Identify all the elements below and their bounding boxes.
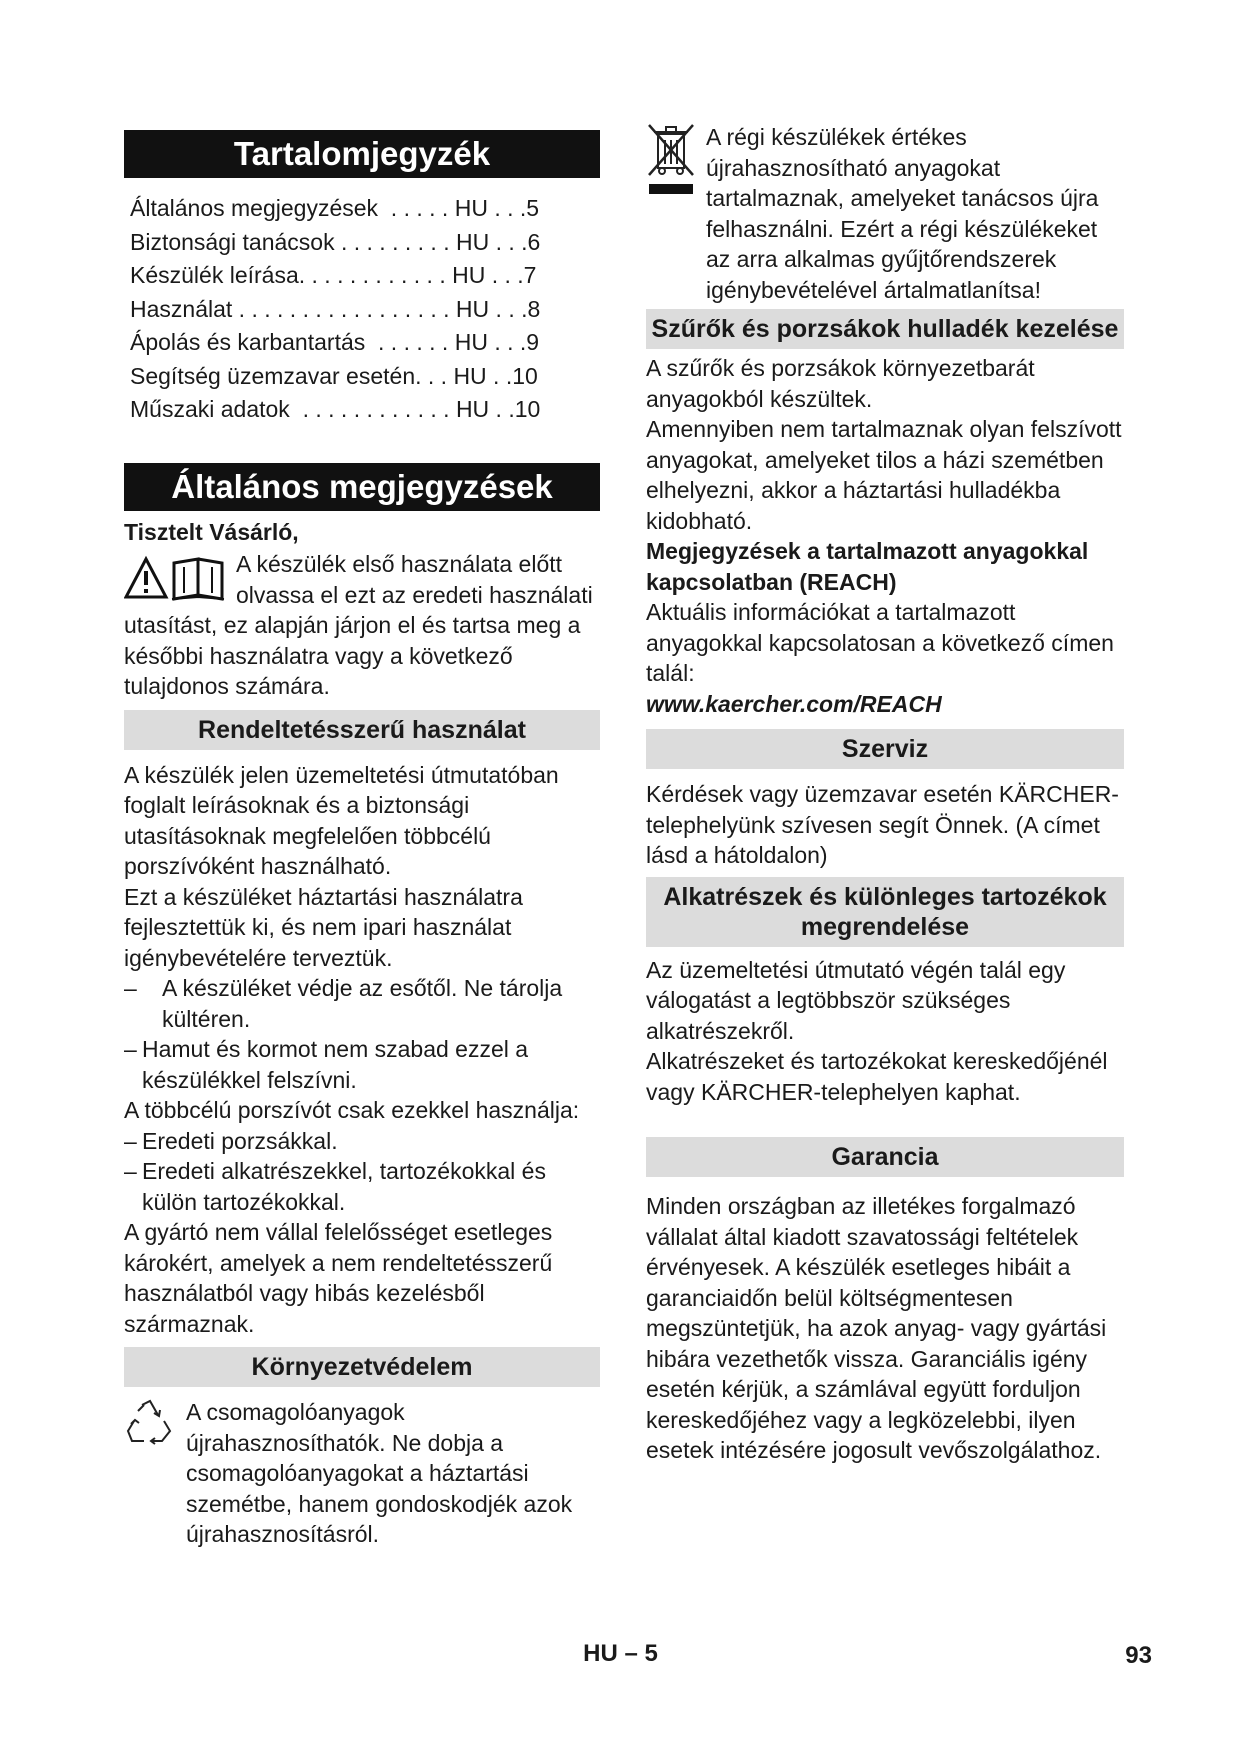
dash-bullet: – (124, 1036, 137, 1062)
filters-p2: Amennyiben nem tartalmaznak olyan felszívott anyagokat, amelyeket tilos a házi szemétben elhelyezni, akkor a háztartási hulladékba kidobható. (646, 416, 1122, 534)
greeting: Tisztelt Vásárló, (124, 518, 299, 545)
list-item (124, 1034, 600, 1095)
toc-item[interactable]: Biztonsági tanácsok . . . . . . . . . HU . . .6 (130, 228, 541, 255)
dash-bullet: – (124, 1158, 137, 1184)
service-title: Szerviz (646, 729, 1124, 769)
reach-heading: Megjegyzések a tartalmazott anyagokkal kapcsolatban (REACH) (646, 538, 1089, 595)
recycle-text: A csomagolóanyagok újrahasznosíthatók. Ne dobja a csomagolóanyagokat a háztartási szemétbe, hanem gondoskodjék azok újrahasznosításról. (186, 1399, 573, 1547)
page-number: 93 (1125, 1642, 1152, 1669)
toc-item[interactable]: Ápolás és karbantartás . . . . . . HU . . .9 (130, 329, 540, 355)
list-item (124, 973, 600, 1034)
list-item (124, 1156, 600, 1217)
intended-use-title: Rendeltetésszerű használat (124, 710, 600, 750)
recycle-block (124, 1397, 600, 1550)
toc-item[interactable]: Műszaki adatok . . . . . . . . . . . . HU . .10 (130, 396, 541, 422)
list-item-text: A készüléket védje az esőtől. Ne tárolja kültéren. (162, 975, 563, 1032)
dash-bullet: – (124, 1127, 137, 1154)
toc-item[interactable]: Készülék leírása. . . . . . . . . . . . HU . . .7 (130, 262, 537, 288)
intended-use-p4: A gyártó nem vállal felelősséget esetleges károkért, amelyek a nem rendeltetésszerű használatból vagy hibás kezelésből származnak. (124, 1219, 553, 1337)
list-item-text: Eredeti alkatrészekkel, tartozékokkal és külön tartozékokkal. (142, 1158, 546, 1215)
toc-item[interactable]: Használat . . . . . . . . . . . . . . . . . HU . . .8 (130, 295, 541, 322)
warranty-text: Minden országban az illetékes forgalmazó vállalat által kiadott szavatossági feltételek érvényesek. A készülék esetleges hibáit a garanciaidőn belül költségmentesen megszüntetjük, ha azok anyag- vagy gyártási hibára vezethetők vissza. Garanciális igény esetén kérjük, a számlával együtt forduljon kereskedőjéhez vagy a legközelebbi, ilyen esetek intézésére jogosult vevőszolgálathoz. (646, 1193, 1107, 1463)
right-column (646, 122, 1124, 1466)
intended-use-p1: A készülék jelen üzemeltetési útmutatóban foglalt leírásoknak és a biztonsági utasításoknak megfelelően többcélú porszívóként használható. (124, 761, 559, 879)
weee-text: A régi készülékek értékes újrahasznosítható anyagokat tartalmaznak, amelyeket tanácsos újra felhasználni. Ezért a régi készülékeket az arra alkalmas gyűjtőrendszerek igénybevételével ártalmatlanítsa! (706, 124, 1099, 303)
list-item-text: Hamut és kormot nem szabad ezzel a készülékkel felszívni. (142, 1036, 529, 1093)
reach-text: Aktuális információkat a tartalmazott anyagokkal kapcsolatosan a következő címen talál: (646, 599, 1114, 686)
parts-title: Alkatrészek és különleges tartozékok megrendelése (646, 877, 1124, 947)
crossed-out-bin-icon (646, 122, 706, 305)
left-column (124, 130, 600, 1550)
recycle-icon (124, 1397, 186, 1550)
service-text: Kérdések vagy üzemzavar esetén KÄRCHER-telephelyünk szívesen segít Önnek. (A címet lásd a hátoldalon) (646, 781, 1119, 868)
reach-url[interactable]: www.kaercher.com/REACH (646, 690, 942, 717)
section-page-label: HU – 5 (583, 1640, 658, 1667)
parts-p2: Alkatrészeket és tartozékokat kereskedőjénél vagy KÄRCHER-telephelyen kaphat. (646, 1048, 1108, 1105)
warning-block (124, 549, 600, 702)
intended-use-p3: A többcélú porszívót csak ezekkel használja: (124, 1097, 580, 1123)
warranty-title: Garancia (646, 1137, 1124, 1177)
list-item-text: Eredeti porzsákkal. (142, 1127, 338, 1154)
filters-p1: A szűrők és porzsákok környezetbarát anyagokból készültek. (646, 355, 1035, 412)
toc-item[interactable]: Általános megjegyzések . . . . . HU . . .5 (130, 195, 540, 221)
table-of-contents (130, 192, 600, 427)
list-item (124, 1126, 600, 1157)
environment-title: Környezetvédelem (124, 1347, 600, 1387)
toc-title: Tartalomjegyzék (124, 130, 600, 178)
parts-p1: Az üzemeltetési útmutató végén talál egy válogatást a legtöbbször szükséges alkatrészekről. (646, 956, 1066, 1044)
warning-text: A készülék első használata előtt olvassa el ezt az eredeti használati utasítást, ez alapján járjon el és tartsa meg a későbbi használatra vagy a következő tulajdonos számára. (124, 551, 593, 699)
dash-bullet: – (124, 975, 137, 1001)
intended-use-p2: Ezt a készüléket háztartási használatra fejlesztettük ki, és nem ipari használat igénybevételére terveztük. (124, 883, 523, 971)
filters-title: Szűrők és porzsákok hulladék kezelése (646, 309, 1124, 349)
toc-item[interactable]: Segítség üzemzavar esetén. . . HU . .10 (130, 362, 538, 389)
weee-block (646, 122, 1124, 305)
warning-read-manual-icon (124, 555, 228, 609)
general-title: Általános megjegyzések (124, 463, 600, 511)
